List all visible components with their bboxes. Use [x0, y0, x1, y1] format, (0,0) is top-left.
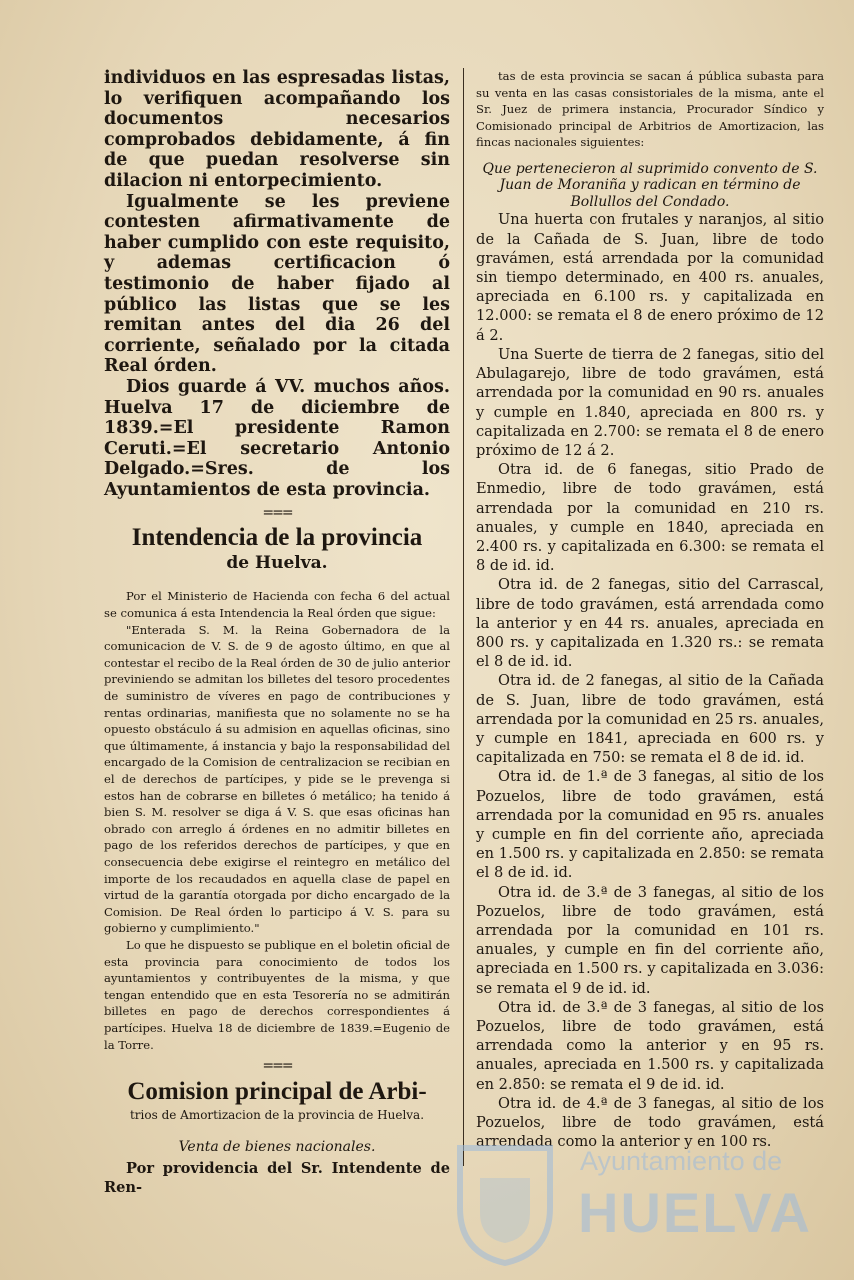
section-subheading-huelva: de Huelva.	[226, 553, 328, 574]
shield-icon	[440, 1138, 570, 1268]
left-paragraph-6: Lo que he dispuesto se publique en el boletin oficial de esta provincia para conocimiento de todos los ayuntamientos y contribuyentes de la misma, y que tengan entendido que en esta Tesorería no se admitirán billetes en pago de derechos correspondientes á partícipes. Huelva 18 de diciembre de 1839.=Eugenio de la Torre.	[104, 937, 450, 1052]
section-heading-comision: Comision principal de Arbi-	[127, 1078, 427, 1106]
left-paragraph-4: Por el Ministerio de Hacienda con fecha 6 del actual se comunica á esta Intendencia la Real órden que sigue:	[104, 589, 450, 621]
list-item: Otra id. de 2 fanegas, al sitio de la Cañada de S. Juan, libre de todo gravámen, está arrendada por la comunidad en 25 rs. anuales, y cumple en 1841, apreciada en 600 rs. y capitalizada en 750: se remata el 8 de id. id.	[476, 672, 824, 767]
section-subheading-arbitrios: trios de Amortizacion de la provincia de Huelva.	[129, 1108, 425, 1123]
left-paragraph-1: individuos en las espresadas listas, lo verifiquen acompañando los documentos necesarios comprobados debidamente, á fin de que puedan resolverse sin dilacion ni entorpecimiento.	[104, 68, 450, 191]
watermark-line-2: HUELVA	[578, 1181, 812, 1244]
list-item: Otra id. de 3.ª de 3 fanegas, al sitio de los Pozuelos, libre de todo gravámen, está arrendada como la anterior y en 95 rs. anuales, apreciada en 1.500 rs. y capitalizada en 2.850: se remata el 9 de id. id.	[476, 998, 824, 1093]
separator: ===	[262, 1058, 292, 1075]
watermark-logo	[440, 1138, 840, 1268]
left-column	[104, 68, 450, 1198]
list-item: Otra id. de 3.ª de 3 fanegas, al sitio de los Pozuelos, libre de todo gravámen, está arrendada por la comunidad en 101 rs. anuales, y cumple en fin del corriente año, apreciada en 1.500 rs. y capitalizada en 3.036: se remata el 9 de id. id.	[476, 883, 824, 997]
list-item: Una huerta con frutales y naranjos, al sitio de la Cañada de S. Juan, libre de todo gravámen, está arrendada por la comunidad sin tiempo determinado, en 400 rs. anuales, apreciada en 6.100 rs. y capitalizada en 12.000: se remata el 8 de enero próximo de 12 á 2.	[476, 211, 824, 344]
watermark-line-1: Ayuntamiento de	[580, 1146, 783, 1176]
list-item: Otra id. de 4.ª de 3 fanegas, al sitio de los Pozuelos, libre de todo gravámen, está arrendada como la anterior y en 100 rs.	[476, 1094, 824, 1151]
left-paragraph-5: "Enterada S. M. la Reina Gobernadora de la comunicacion de V. S. de 9 de agosto último, en que al contestar el recibo de la Real órden de 30 de julio anterior previniendo se admitan los billetes del tesoro procedentes de suministro de víveres en pago de contribuciones y rentas ordinarias, manifiesta que no solamente no se ha opuesto obstáculo á su admision en aquellas oficinas, sino que últimamente, á instancia y bajo la responsabilidad del encargado de la Comision de centralizacion se recibian en el de derechos de partícipes, y pide se le prevenga si estos han de cobrarse en billetes ó metálico; ha tenido á bien S. M. resolver se diga á V. S. que esas oficinas han obrado con arreglo á órdenes en no admitir billetes en pago de los referidos derechos de partícipes, y que en consecuencia debe exigirse el reintegro en metálico del importe de los recaudados en aquella clase de papel en virtud de la garantía otorgada por dicho encargado de la Comision. De Real órden lo participo á V. S. para su gobierno y cumplimiento."	[104, 622, 450, 936]
left-paragraph-7: Por providencia del Sr. Intendente de Ren-	[104, 1160, 450, 1197]
left-paragraph-3: Dios guarde á VV. muchos años. Huelva 17 de diciembre de 1839.=El presidente Ramon Ceruti.=El secretario Antonio Delgado.=Sres. de los Ayuntamientos de esta provincia.	[104, 376, 450, 500]
list-item: Una Suerte de tierra de 2 fanegas, sitio del Abulagarejo, libre de todo gravámen, está arrendada por la comunidad en 90 rs. anuales y cumple en 1.840, apreciada en 800 rs. y capitalizada en 2.700: se remata el 8 de enero próximo de 12 á 2.	[476, 345, 824, 459]
list-item: Otra id. de 1.ª de 3 fanegas, al sitio de los Pozuelos, libre de todo gravámen, está arrendada por la comunidad en 95 rs. anuales y cumple en fin del corriente año, apreciada en 1.500 rs. y capitalizada en 2.850: se remata el 8 de id. id.	[476, 768, 824, 882]
list-item: Otra id. de 6 fanegas, sitio Prado de Enmedio, libre de todo gravámen, está arrendada por la comunidad en 210 rs. anuales, y cumple en 1840, apreciada en 2.400 rs. y capitalizada en 6.300: se remata el 8 de id. id.	[476, 461, 824, 575]
column-rule	[463, 68, 464, 1166]
convent-subtitle: Que pertenecieron al suprimido convento de S. Juan de Moraniña y radican en término de Bollullos del Condado.	[482, 160, 818, 210]
section-heading-intendencia: Intendencia de la provincia	[131, 524, 423, 552]
left-paragraph-2: Igualmente se les previene contesten afirmativamente de haber cumplido con este requisito, y ademas certificacion ó testimonio de haber fijado al público las listas que se les remitan antes del dia 26 del corriente, señalado por la citada Real órden.	[104, 191, 450, 377]
venta-subtitle: Venta de bienes nacionales.	[178, 1139, 376, 1156]
right-paragraph-1: tas de esta provincia se sacan á pública subasta para su venta en las casas consistoriales de la misma, ante el Sr. Juez de primera instancia, Procurador Síndico y Comisionado principal de Arbitrios de Amortizacion, las fincas nacionales siguientes:	[476, 69, 824, 150]
right-column	[476, 68, 824, 1151]
list-item: Otra id. de 2 fanegas, sitio del Carrascal, libre de todo gravámen, está arrendada como la anterior y en 44 rs. anuales, apreciada en 800 rs. y capitalizada en 1.320 rs.: se remata el 8 de id. id.	[476, 576, 824, 671]
separator: ===	[262, 505, 292, 522]
